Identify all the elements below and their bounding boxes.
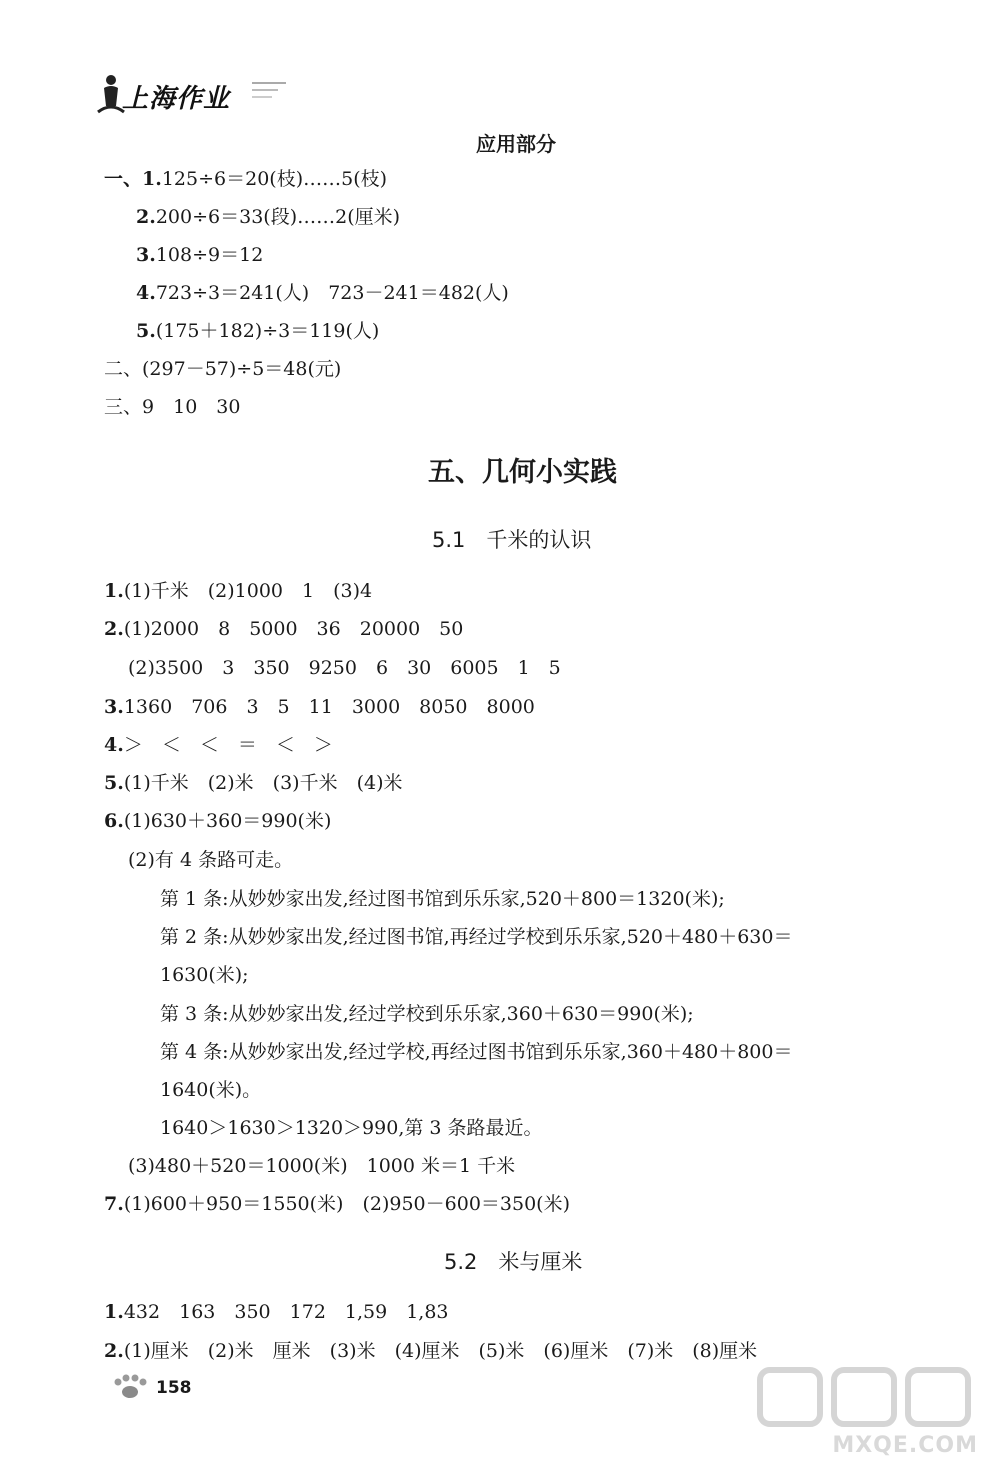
answer-line: 7.(1)600＋950＝1550(米) (2)950－600＝350(米)	[104, 1193, 571, 1215]
answer-line: 2.200÷6＝33(段)……2(厘米)	[136, 206, 401, 228]
section-title-kilometer: 5.1 千米的认识	[432, 528, 592, 552]
answer-line: 4.723÷3＝241(人) 723－241＝482(人)	[136, 282, 509, 304]
watermark-text: MXQE.COM	[832, 1433, 978, 1458]
answer-line: 3.108÷9＝12	[136, 244, 264, 266]
header-logo	[96, 72, 336, 122]
page-number: 158	[156, 1378, 192, 1398]
answer-line: 1.(1)千米 (2)1000 1 (3)4	[104, 580, 373, 602]
answer-line: 二、(297－57)÷5＝48(元)	[104, 358, 342, 380]
section-title-meter-centimeter: 5.2 米与厘米	[444, 1250, 583, 1274]
answer-line: 5.(1)千米 (2)米 (3)千米 (4)米	[104, 772, 403, 794]
answer-line: 第 3 条:从妙妙家出发,经过学校到乐乐家,360＋630＝990(米);	[160, 1003, 694, 1025]
answer-line: (3)480＋520＝1000(米) 1000 米＝1 千米	[128, 1155, 516, 1177]
watermark-logo-icon	[752, 1362, 992, 1432]
paw-print-icon	[108, 1372, 152, 1402]
answer-line: 6.(1)630＋360＝990(米)	[104, 810, 332, 832]
answer-line: 第 1 条:从妙妙家出发,经过图书馆到乐乐家,520＋800＝1320(米);	[160, 888, 725, 910]
answer-line: 3.1360 706 3 5 11 3000 8050 8000	[104, 696, 535, 718]
answer-line: (2)有 4 条路可走。	[128, 849, 294, 871]
answer-line: 1630(米);	[160, 964, 249, 986]
answer-line: (2)3500 3 350 9250 6 30 6005 1 5	[128, 657, 561, 679]
answer-line: 三、9 10 30	[104, 396, 241, 418]
logo-text: 上海作业	[122, 84, 231, 114]
answer-line: 第 4 条:从妙妙家出发,经过学校,再经过图书馆到乐乐家,360＋480＋800＝	[160, 1041, 793, 1063]
chapter-title: 五、几何小实践	[428, 457, 617, 488]
logo-decoration	[252, 80, 292, 105]
answer-line: 第 2 条:从妙妙家出发,经过图书馆,再经过学校到乐乐家,520＋480＋630＝	[160, 926, 793, 948]
watermark	[752, 1362, 992, 1458]
answer-line: 2.(1)2000 8 5000 36 20000 50	[104, 618, 464, 640]
answer-line: 1640(米)。	[160, 1079, 262, 1101]
answer-line: 1.432 163 350 172 1,59 1,83	[104, 1301, 449, 1323]
section-title-application: 应用部分	[476, 132, 556, 156]
answer-line: 1640＞1630＞1320＞990,第 3 条路最近。	[160, 1117, 543, 1139]
answer-line: 4.＞ ＜ ＜ ＝ ＜ ＞	[104, 734, 333, 756]
answer-line: 5.(175＋182)÷3＝119(人)	[136, 320, 380, 342]
answer-line: 2.(1)厘米 (2)米 厘米 (3)米 (4)厘米 (5)米 (6)厘米 (7)米 (8)厘米	[104, 1340, 758, 1362]
answer-line: 一、1.125÷6＝20(枝)……5(枝)	[104, 168, 388, 190]
